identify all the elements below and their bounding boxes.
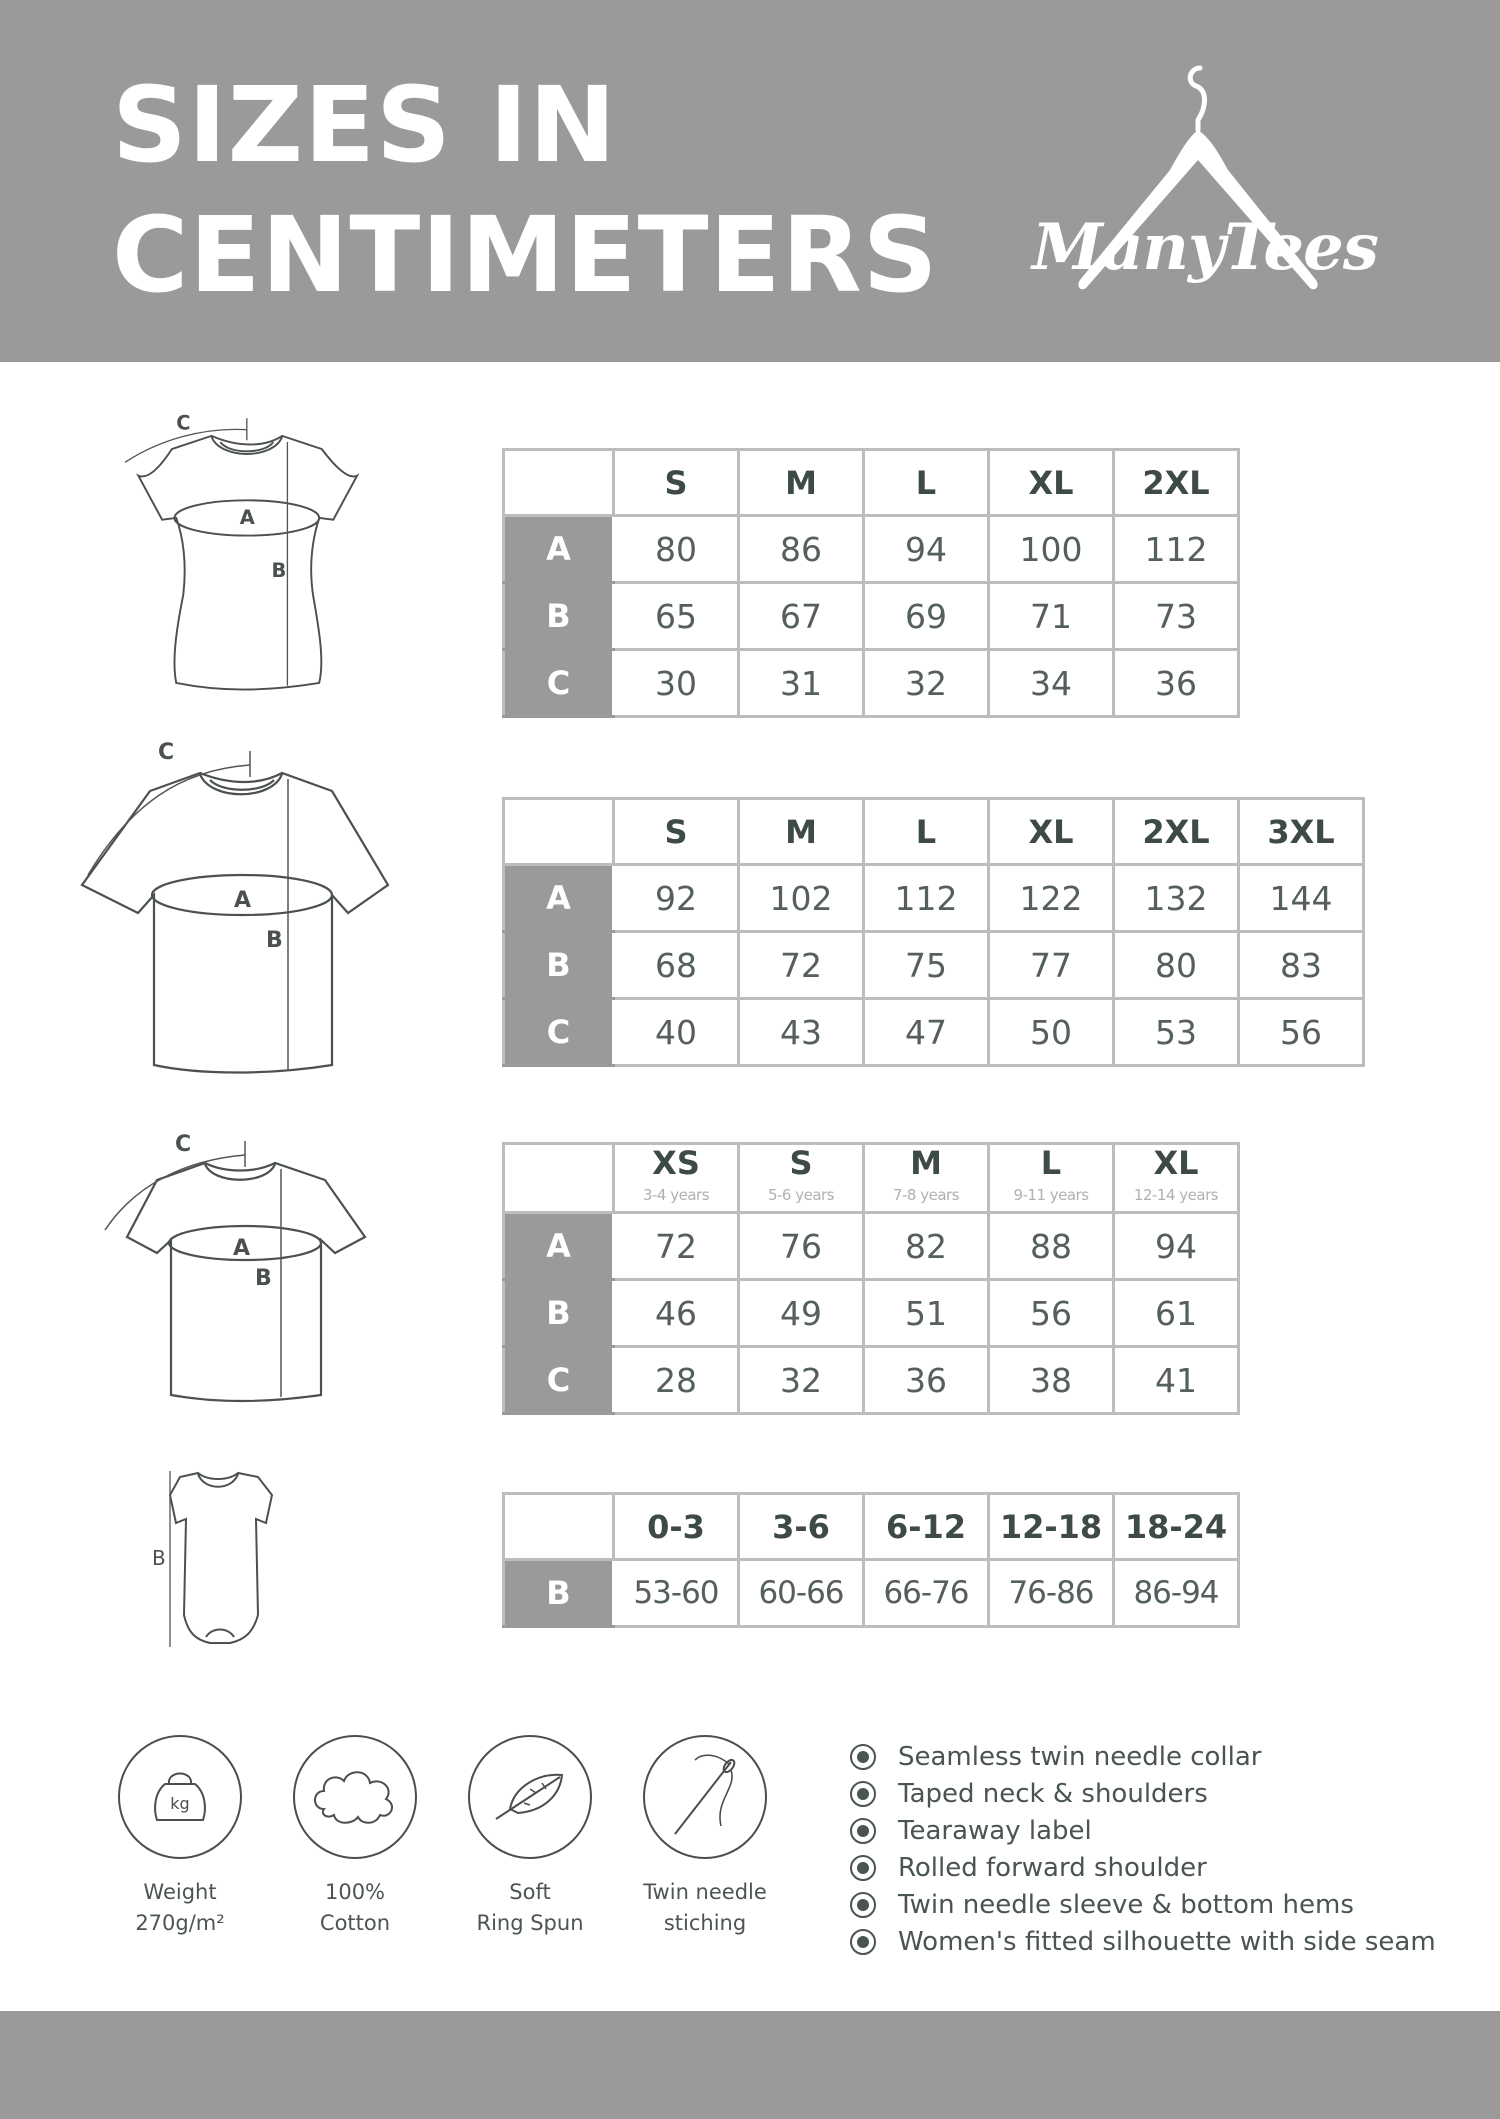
feature-line-2: Cotton — [319, 1911, 391, 1935]
cell: 86-94 — [1114, 1560, 1239, 1627]
size-table-womens — [502, 448, 1240, 718]
table-row — [504, 865, 1364, 932]
cell: 53-60 — [614, 1560, 739, 1627]
list-item — [850, 1738, 1436, 1775]
col-header: XL — [989, 799, 1114, 865]
col-header: 3-6 — [739, 1494, 864, 1560]
col-header: L — [864, 799, 989, 865]
feature-line-1: Weight — [143, 1880, 217, 1904]
svg-text:A: A — [239, 506, 255, 530]
cell: 46 — [614, 1280, 739, 1347]
col-size: XS — [652, 1144, 700, 1182]
feather-icon — [468, 1735, 592, 1859]
col-header: L — [864, 450, 989, 516]
bullet-text: Rolled forward shoulder — [898, 1852, 1207, 1883]
col-header: S — [614, 450, 739, 516]
bullet-text: Tearaway label — [898, 1815, 1092, 1846]
womens-tee-diagram-icon — [88, 390, 388, 720]
cell: 32 — [864, 650, 989, 717]
feature-bullet-list — [850, 1738, 1436, 1960]
col-age: 12-14 years — [1133, 1186, 1219, 1204]
col-header: S — [614, 799, 739, 865]
feature-label — [100, 1877, 260, 1939]
row-label: A — [504, 865, 614, 932]
table-row — [504, 1213, 1239, 1280]
row-label: C — [504, 999, 614, 1066]
cell: 76 — [739, 1213, 864, 1280]
radio-bullet-icon — [850, 1929, 876, 1955]
cell: 73 — [1114, 583, 1239, 650]
cell: 65 — [614, 583, 739, 650]
size-table-mens — [502, 797, 1365, 1067]
bullet-text: Twin needle sleeve & bottom hems — [898, 1889, 1354, 1920]
col-size: L — [1040, 1144, 1062, 1182]
brand-logo-text: ManyTees — [1032, 210, 1378, 285]
radio-bullet-icon — [850, 1744, 876, 1770]
cell: 41 — [1114, 1347, 1239, 1414]
cell: 50 — [989, 999, 1114, 1066]
svg-text:B: B — [152, 1546, 166, 1570]
radio-bullet-icon — [850, 1781, 876, 1807]
cell: 69 — [864, 583, 989, 650]
cell: 49 — [739, 1280, 864, 1347]
corner-cell — [504, 1144, 614, 1213]
feature-twin-needle — [625, 1735, 785, 1939]
table-header-row — [504, 1144, 1239, 1213]
row-label: B — [504, 1280, 614, 1347]
title-line-1: SIZES IN — [112, 64, 617, 186]
cell: 38 — [989, 1347, 1114, 1414]
col-header: M — [739, 799, 864, 865]
cell: 100 — [989, 516, 1114, 583]
col-header — [864, 1144, 989, 1213]
row-label: A — [504, 516, 614, 583]
feature-line-2: stiching — [663, 1911, 747, 1935]
title-line-2: CENTIMETERS — [112, 194, 939, 316]
col-size: XL — [1153, 1144, 1199, 1182]
cell: 122 — [989, 865, 1114, 932]
feature-line-1: 100% — [324, 1880, 386, 1904]
col-header: 6-12 — [864, 1494, 989, 1560]
table-header-row — [504, 799, 1364, 865]
col-header — [614, 1144, 739, 1213]
cell: 67 — [739, 583, 864, 650]
cell: 40 — [614, 999, 739, 1066]
svg-text:C: C — [175, 1132, 192, 1157]
feature-line-1: Soft — [509, 1880, 551, 1904]
cell: 28 — [614, 1347, 739, 1414]
feature-line-2: Ring Spun — [476, 1911, 584, 1935]
feature-line-1: Twin needle — [643, 1880, 767, 1904]
cell: 75 — [864, 932, 989, 999]
radio-bullet-icon — [850, 1818, 876, 1844]
cell: 72 — [614, 1213, 739, 1280]
svg-text:A: A — [233, 1236, 251, 1261]
cell: 66-76 — [864, 1560, 989, 1627]
col-header: XL — [989, 450, 1114, 516]
feature-cotton — [275, 1735, 435, 1939]
mens-tee-diagram-icon — [70, 735, 400, 1080]
col-size: M — [910, 1144, 942, 1182]
cell: 82 — [864, 1213, 989, 1280]
col-age: 9-11 years — [1013, 1186, 1089, 1204]
svg-text:B: B — [255, 1266, 272, 1291]
table-row — [504, 1280, 1239, 1347]
cell: 34 — [989, 650, 1114, 717]
page-title — [112, 60, 939, 320]
feature-label — [275, 1877, 435, 1939]
row-label: B — [504, 932, 614, 999]
corner-cell — [504, 450, 614, 516]
row-label: B — [504, 583, 614, 650]
col-header: M — [739, 450, 864, 516]
size-table-baby — [502, 1492, 1240, 1628]
cell: 102 — [739, 865, 864, 932]
table-row — [504, 1347, 1239, 1414]
row-label: B — [504, 1560, 614, 1627]
row-label: C — [504, 1347, 614, 1414]
cell: 88 — [989, 1213, 1114, 1280]
svg-text:kg: kg — [170, 1794, 190, 1813]
col-header: 0-3 — [614, 1494, 739, 1560]
cell: 56 — [1239, 999, 1364, 1066]
cell: 86 — [739, 516, 864, 583]
feature-label — [625, 1877, 785, 1939]
cell: 60-66 — [739, 1560, 864, 1627]
row-label: C — [504, 650, 614, 717]
list-item — [850, 1775, 1436, 1812]
cell: 36 — [1114, 650, 1239, 717]
cell: 80 — [1114, 932, 1239, 999]
cell: 80 — [614, 516, 739, 583]
kids-tee-diagram-icon — [95, 1125, 375, 1405]
table-row — [504, 932, 1364, 999]
col-age: 5-6 years — [767, 1186, 835, 1204]
svg-text:B: B — [271, 559, 287, 583]
col-header: 3XL — [1239, 799, 1364, 865]
svg-text:A: A — [234, 888, 252, 913]
cell: 94 — [864, 516, 989, 583]
cell: 71 — [989, 583, 1114, 650]
col-header: 2XL — [1114, 450, 1239, 516]
bullet-text: Seamless twin needle collar — [898, 1741, 1262, 1772]
cloud-cotton-icon — [293, 1735, 417, 1859]
cell: 61 — [1114, 1280, 1239, 1347]
feature-label — [450, 1877, 610, 1939]
corner-cell — [504, 1494, 614, 1560]
cell: 30 — [614, 650, 739, 717]
cell: 94 — [1114, 1213, 1239, 1280]
cell: 43 — [739, 999, 864, 1066]
cell: 112 — [1114, 516, 1239, 583]
col-size: S — [789, 1144, 813, 1182]
table-header-row — [504, 450, 1239, 516]
col-header: 18-24 — [1114, 1494, 1239, 1560]
svg-text:C: C — [158, 740, 175, 765]
cell: 32 — [739, 1347, 864, 1414]
col-header: 2XL — [1114, 799, 1239, 865]
table-row — [504, 516, 1239, 583]
corner-cell — [504, 799, 614, 865]
footer-band — [0, 2011, 1500, 2119]
radio-bullet-icon — [850, 1892, 876, 1918]
svg-text:B: B — [266, 928, 283, 953]
cell: 72 — [739, 932, 864, 999]
svg-text:C: C — [176, 411, 191, 435]
cell: 31 — [739, 650, 864, 717]
bullet-text: Women's fitted silhouette with side seam — [898, 1926, 1436, 1957]
table-row — [504, 1560, 1239, 1627]
table-header-row — [504, 1494, 1239, 1560]
cell: 68 — [614, 932, 739, 999]
cell: 47 — [864, 999, 989, 1066]
list-item — [850, 1923, 1436, 1960]
col-header — [989, 1144, 1114, 1213]
row-label: A — [504, 1213, 614, 1280]
table-row — [504, 999, 1364, 1066]
list-item — [850, 1886, 1436, 1923]
cell: 77 — [989, 932, 1114, 999]
cell: 53 — [1114, 999, 1239, 1066]
col-header — [1114, 1144, 1239, 1213]
cell: 144 — [1239, 865, 1364, 932]
col-header — [739, 1144, 864, 1213]
table-row — [504, 583, 1239, 650]
cell: 132 — [1114, 865, 1239, 932]
col-age: 3-4 years — [642, 1186, 710, 1204]
cell: 51 — [864, 1280, 989, 1347]
col-age: 7-8 years — [892, 1186, 960, 1204]
feature-weight — [100, 1735, 260, 1939]
list-item — [850, 1849, 1436, 1886]
cell: 92 — [614, 865, 739, 932]
bullet-text: Taped neck & shoulders — [898, 1778, 1208, 1809]
table-row — [504, 650, 1239, 717]
feature-ring-spun — [450, 1735, 610, 1939]
cell: 83 — [1239, 932, 1364, 999]
col-header: 12-18 — [989, 1494, 1114, 1560]
kettlebell-weight-icon — [118, 1735, 242, 1859]
radio-bullet-icon — [850, 1855, 876, 1881]
baby-bodysuit-diagram-icon — [148, 1465, 328, 1655]
cell: 36 — [864, 1347, 989, 1414]
feature-line-2: 270g/m² — [135, 1911, 225, 1935]
size-table-kids — [502, 1142, 1240, 1415]
cell: 76-86 — [989, 1560, 1114, 1627]
needle-thread-icon — [643, 1735, 767, 1859]
cell: 56 — [989, 1280, 1114, 1347]
header-band — [0, 0, 1500, 362]
list-item — [850, 1812, 1436, 1849]
cell: 112 — [864, 865, 989, 932]
